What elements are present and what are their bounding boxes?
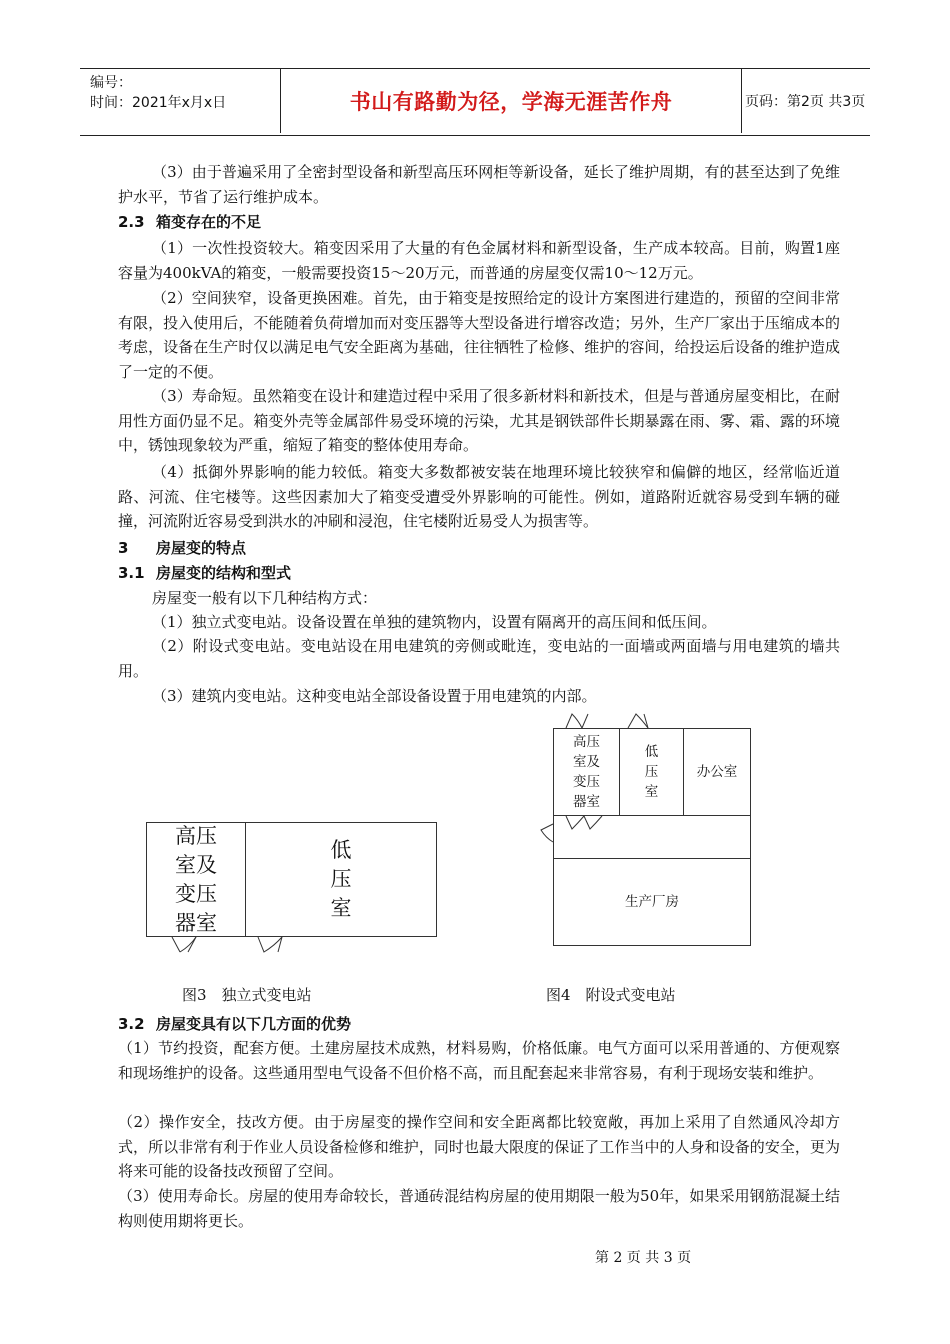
fig4-door-top-2b [644,714,648,728]
heading-2-3-title: 箱变存在的不足 [156,213,262,231]
fig4-factory-label: 生产厂房 [625,894,679,910]
paragraph-3-2-2: （2）操作安全，技改方便。由于房屋变的操作空间和安全距离都比较宽敞，再加上采用了自然通风冷却方式，所以非常有利于作业人员设备检修和维护，同时也最大限度的保证了工作当中的人身和设备的安全，更为将来可能的设备技改预留了空间。 [118,1113,840,1180]
header-motto: 书山有路勤为径，学海无涯苦作舟 [280,69,742,133]
heading-2-3 [118,210,261,234]
paragraph-3-1-3: （3）建筑内变电站。这种变电站全部设备设置于用电建筑的内部。 [152,687,597,705]
fig4-low-voltage-room [619,728,684,816]
heading-3-2-title: 房屋变具有以下几方面的优势 [156,1015,352,1033]
fig4-door-top-1 [566,714,582,728]
heading-3-title: 房屋变的特点 [156,539,247,557]
fig3-caption: 图3 独立式变电站 [182,986,312,1004]
paragraph-3-1-2: （2）附设式变电站。变电站设在用电建筑的旁侧或毗连，变电站的一面墙或两面墙与用电建筑的墙共用。 [118,637,840,680]
header-page-number: 页码：第2页 共3页 [745,94,866,110]
paragraph-3-1-0: 房屋变一般有以下几种结构方式： [152,589,378,607]
heading-3 [118,536,246,560]
paragraph-3-2-1: （1）节约投资，配套方便。土建房屋技术成熟，材料易购，价格低廉。电气方面可以采用普通的、方便观察和现场维护的设备。这些通用型电气设备不但价格不高，而且配套起来非常容易，有利于现场安装和维护。 [118,1039,840,1082]
heading-3-2 [118,1012,351,1036]
heading-3-1-title: 房屋变的结构和型式 [156,564,292,582]
fig3-door-2b [278,937,282,952]
fig4-door-top-2 [628,714,648,728]
fig3-low-voltage-room [245,822,437,937]
fig4-office-label: 办公室 [696,764,738,780]
page-header [80,68,870,136]
header-meta [90,73,280,131]
paragraph-2-3-4: （4）抵御外界影响的能力较低。箱变大多数都被安装在地理环境比较狭窄和偏僻的地区，经常临近道路、河流、住宅楼等。这些因素加大了箱变受遭受外界影响的可能性。例如，道路附近就容易受到车辆的碰撞，河流附近容易受到洪水的冲刷和浸泡，住宅楼附近易受人为损害等。 [118,463,840,530]
paragraph-3-1-1: （1）独立式变电站。设备设置在单独的建筑物内，设置有隔离开的高压间和低压间。 [152,613,717,631]
fig3-high-voltage-label: 高压室及变压器室 [175,823,217,935]
fig4-caption: 图4 附设式变电站 [546,986,676,1004]
fig4-high-voltage-room [553,728,620,816]
page-footer: 第 2 页 共 3 页 [595,1250,692,1266]
heading-3-number: 3 [118,539,129,557]
fig4-door-left [541,824,553,842]
paragraph-2-3-3: （3）寿命短。虽然箱变在设计和建造过程中采用了很多新材料和新技术，但是与普通房屋变相比，在耐用性方面仍显不足。箱变外壳等金属部件易受环境的污染，尤其是钢铁部件长期暴露在雨、雾、霜、露的环境中，锈蚀现象较为严重，缩短了箱变的整体使用寿命。 [118,387,840,454]
fig4-corridor [553,815,751,859]
header-number: 编号： [90,75,132,91]
fig4-door-top-1b [582,714,588,728]
fig4-high-voltage-label: 高压室及变压器室 [573,734,600,810]
paragraph-3-2-3: （3）使用寿命长。房屋的使用寿命较长，普通砖混结构房屋的使用期限一般为50年，如果采用钢筋混凝土结构则使用期将更长。 [118,1187,840,1230]
heading-3-2-number: 3.2 [118,1015,145,1033]
header-date: 时间：2021年x月x日 [90,95,227,111]
heading-2-3-number: 2.3 [118,213,145,231]
paragraph-2-3-2: （2）空间狭窄，设备更换困难。首先，由于箱变是按照给定的设计方案图进行建造的，预留的空间非常有限，投入使用后，不能随着负荷增加而对变压器等大型设备进行增容改造；另外，生产厂家出于压缩成本的考虑，设备在生产时仅以满足电气安全距离为基础，往往牺牲了检修、维护的容间，给投运后设备的维护造成了一定的不便。 [118,289,840,381]
fig3-high-voltage-room [146,822,246,937]
fig3-door-2 [258,937,282,952]
paragraph-intro-3: （3）由于普遍采用了全密封型设备和新型高压环网柜等新设备，延长了维护周期，有的甚至达到了免维护水平，节省了运行维护成本。 [118,163,840,206]
fig4-factory [553,858,751,946]
heading-3-1-number: 3.1 [118,564,145,582]
paragraph-2-3-1: （1）一次性投资较大。箱变因采用了大量的有色金属材料和新型设备，生产成本较高。目前，购置1座容量为400kVA的箱变，一般需要投资15～20万元，而普通的房屋变仅需10～12万元。 [118,239,840,282]
heading-3-1 [118,561,291,585]
fig3-door-1b [188,937,196,952]
fig3-door-1 [172,937,196,952]
fig3-low-voltage-label: 低压室 [330,838,352,920]
fig4-office [683,728,751,816]
fig4-low-voltage-label: 低压室 [644,744,659,800]
